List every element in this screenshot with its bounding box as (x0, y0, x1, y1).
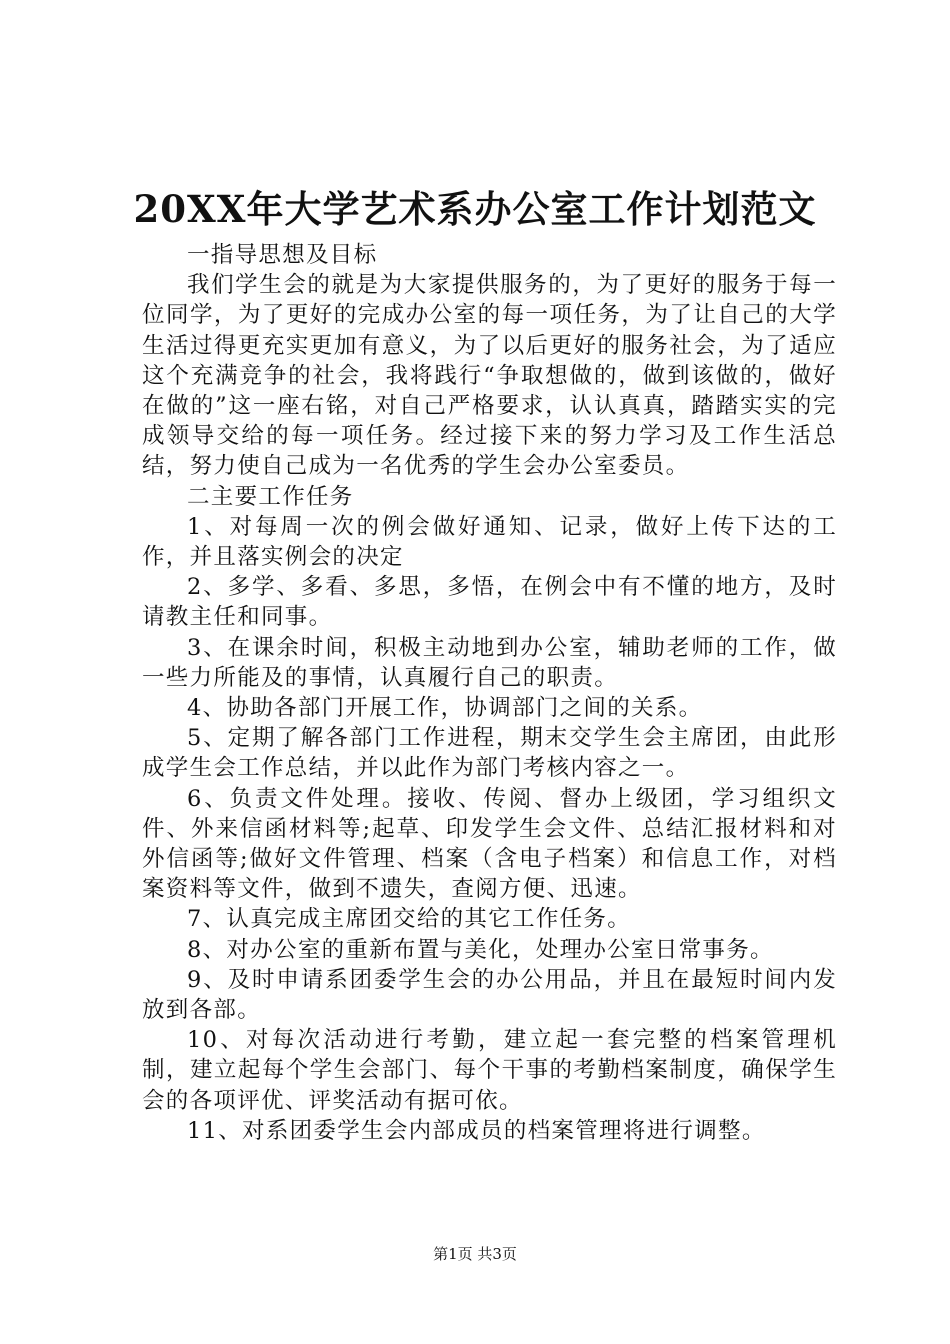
body-paragraph: 我们学生会的就是为大家提供服务的，为了更好的服务于每一位同学，为了更好的完成办公室的每一项任务，为了让自己的大学生活过得更充实更加有意义，为了以后更好的服务社会，为了适应这个充满竞争的社会，我将践行“争取想做的，做到该做的，做好在做的”这一座右铭，对自己严格要求，认认真真，踏踏实实的完成领导交给的每一项任务。经过接下来的努力学习及工作生活总结，努力使自己成为一名优秀的学生会办公室委员。 (142, 272, 837, 480)
document-body (142, 240, 837, 1146)
task-item: 1、对每周一次的例会做好通知、记录，做好上传下达的工作，并且落实例会的决定 (142, 513, 837, 571)
task-item: 10、对每次活动进行考勤，建立起一套完整的档案管理机制，建立起每个学生会部门、每个干事的考勤档案制度，确保学生会的各项评优、评奖活动有据可依。 (142, 1027, 837, 1114)
task-item: 8、对办公室的重新布置与美化，处理办公室日常事务。 (187, 936, 774, 963)
task-item: 11、对系团委学生会内部成员的档案管理将进行调整。 (187, 1117, 766, 1144)
page-number-footer: 第1页 共3页 (433, 1245, 517, 1263)
task-item: 4、协助各部门开展工作，协调部门之间的关系。 (187, 695, 703, 722)
section-heading: 一指导思想及目标 (187, 242, 378, 268)
task-item: 7、认真完成主席团交给的其它工作任务。 (187, 906, 632, 933)
task-item: 5、定期了解各部门工作进程，期末交学生会主席团，由此形成学生会工作总结，并以此作为部门考核内容之一。 (142, 725, 837, 782)
task-item: 3、在课余时间，积极主动地到办公室，辅助老师的工作，做一些力所能及的事情，认真履行自己的职责。 (142, 634, 837, 691)
document-title: 20XX年大学艺术系办公室工作计划范文 (133, 187, 817, 231)
task-item: 9、及时申请系团委学生会的办公用品，并且在最短时间内发放到各部。 (142, 966, 837, 1024)
section-heading: 二主要工作任务 (187, 483, 354, 510)
task-item: 2、多学、多看、多思，多悟，在例会中有不懂的地方，及时请教主任和同事。 (142, 574, 837, 631)
task-item: 6、负责文件处理。接收、传阅、督办上级团，学习组织文件、外来信函材料等;起草、印发学生会文件、总结汇报材料和对外信函等;做好文件管理、档案（含电子档案）和信息工作，对档案资料等文件，做到不遗失，查阅方便、迅速。 (142, 785, 837, 903)
